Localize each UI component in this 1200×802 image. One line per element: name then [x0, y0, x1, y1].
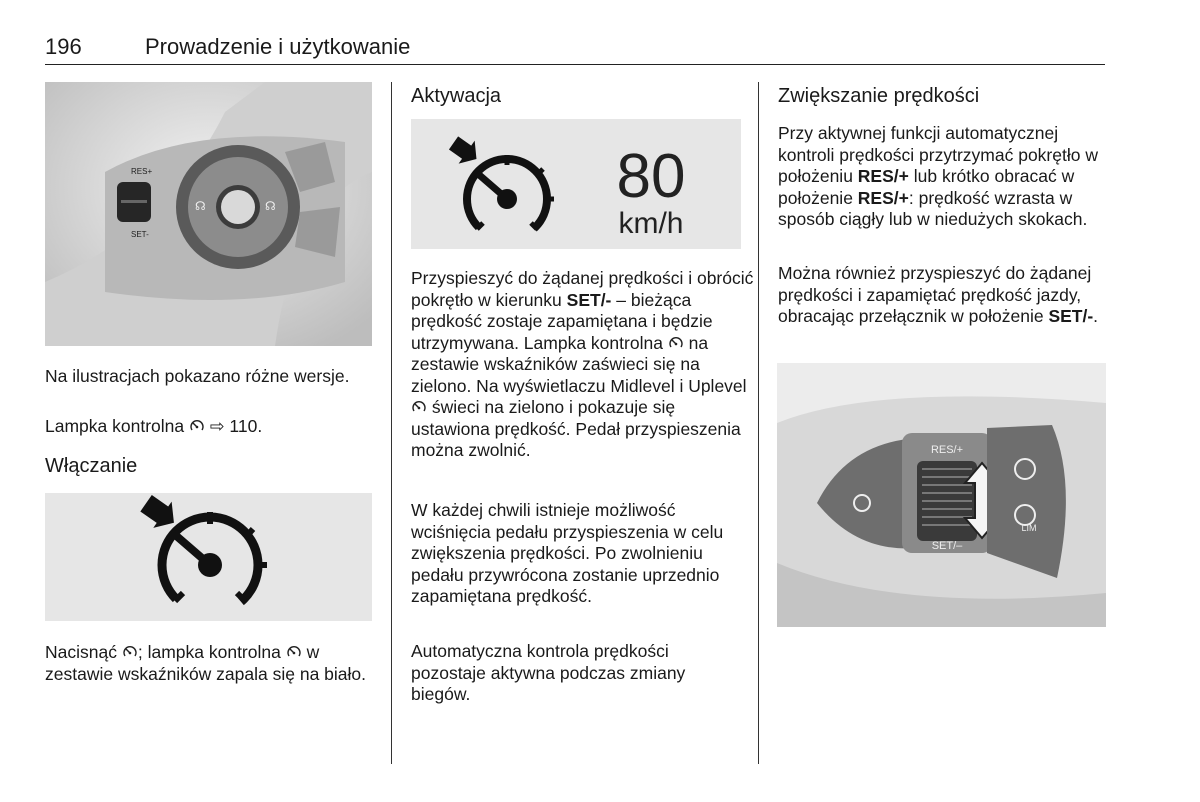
- svg-text:☊: ☊: [265, 199, 276, 213]
- steering-switch-figure-1: [45, 82, 372, 346]
- p2-b: .: [1093, 306, 1099, 326]
- p1-a: Przyspieszyć do żądanej prędkości i obrócić pokrętło w kierunku: [411, 268, 754, 310]
- cruise-control-icon: [189, 419, 205, 433]
- heading-switching-on: Włączanie: [45, 455, 138, 477]
- speed-display-figure: [411, 119, 741, 249]
- set-label: SET-: [131, 230, 149, 239]
- increase-paragraph-2: [778, 263, 1108, 328]
- cruise-control-icon: [122, 645, 138, 659]
- cruise-control-icon: [286, 645, 302, 659]
- p1-d: świeci na zielono i pokazuje się ustawiona prędkość. Pedał przyspieszenia można zwolnić.: [411, 397, 741, 460]
- heading-increase-speed: Zwiększanie prędkości: [778, 85, 980, 107]
- lim-label: LIM: [1021, 523, 1037, 533]
- p2-a: Można również przyspieszyć do żądanej prędkości i zapamiętać prędkość jazdy, obracając przełącznik w położenie: [778, 263, 1092, 326]
- cruise-control-button-figure: [45, 493, 372, 621]
- lamp-prefix: Lampka kontrolna: [45, 416, 185, 436]
- press-instruction: [45, 642, 370, 685]
- column-divider: [758, 82, 759, 764]
- p1-a: Przy aktywnej funkcji automatycznej kontroli prędkości przytrzymać pokrętło w położeniu: [778, 123, 1098, 186]
- set-label: SET/–: [931, 540, 963, 552]
- cruise-control-icon: [668, 336, 684, 350]
- page-header: [45, 34, 1105, 65]
- page-ref-arrow-icon: ⇨: [209, 416, 225, 436]
- activation-paragraph-3: Automatyczna kontrola prędkości pozostaje aktywna podczas zmiany biegów.: [411, 641, 686, 704]
- figure-caption: Na ilustracjach pokazano różne wersje.: [45, 366, 350, 386]
- display-unit: km/h: [618, 207, 684, 240]
- cruise-control-icon: [411, 400, 427, 414]
- column-divider: [391, 82, 392, 764]
- svg-text:☊: ☊: [195, 199, 206, 213]
- heading-activation: Aktywacja: [411, 85, 502, 107]
- page-number: 196: [45, 34, 82, 59]
- res-keyword: RES/+: [857, 166, 909, 186]
- res-label: RES+: [131, 167, 153, 176]
- p1-c: : prędkość wzrasta w sposób ciągły lub w niedużych skokach.: [778, 187, 1088, 229]
- res-keyword-2: RES/+: [857, 187, 909, 208]
- lamp-reference: [45, 416, 365, 438]
- activation-paragraph-2: W każdej chwili istnieje możliwość wciśnięcia pedału przyspieszenia w celu zwiększenia prędkości. Po zwolnieniu pedału przywrócona zostanie uprzednio zapamiętana prędkość.: [411, 500, 724, 606]
- press-b: ; lampka kontrolna: [137, 642, 281, 662]
- res-label: RES/+: [930, 444, 964, 456]
- page-title: Prowadzenie i użytkowanie: [145, 34, 411, 59]
- increase-paragraph-1: [778, 123, 1108, 231]
- steering-switch-figure-2: [777, 363, 1106, 627]
- p1-b: – bieżąca prędkość zostaje zapamiętana i będzie utrzymywana. Lampka kontrolna: [411, 289, 713, 353]
- p1-c: na zestawie wskaźników zaświeci się na zielono. Na wyświetlaczu Midlevel i Uplevel: [411, 332, 747, 396]
- activation-paragraph-1: [411, 268, 756, 462]
- press-a: Nacisnąć: [45, 642, 117, 662]
- set-keyword: SET/-: [566, 289, 612, 310]
- lamp-page-ref[interactable]: 110.: [229, 416, 263, 436]
- set-keyword: SET/-: [1048, 306, 1094, 326]
- display-speed: 80: [616, 142, 686, 211]
- press-c: w zestawie wskaźników zapala się na biało.: [45, 642, 366, 684]
- p1-b: lub krótko obracać w położenie: [778, 166, 1075, 208]
